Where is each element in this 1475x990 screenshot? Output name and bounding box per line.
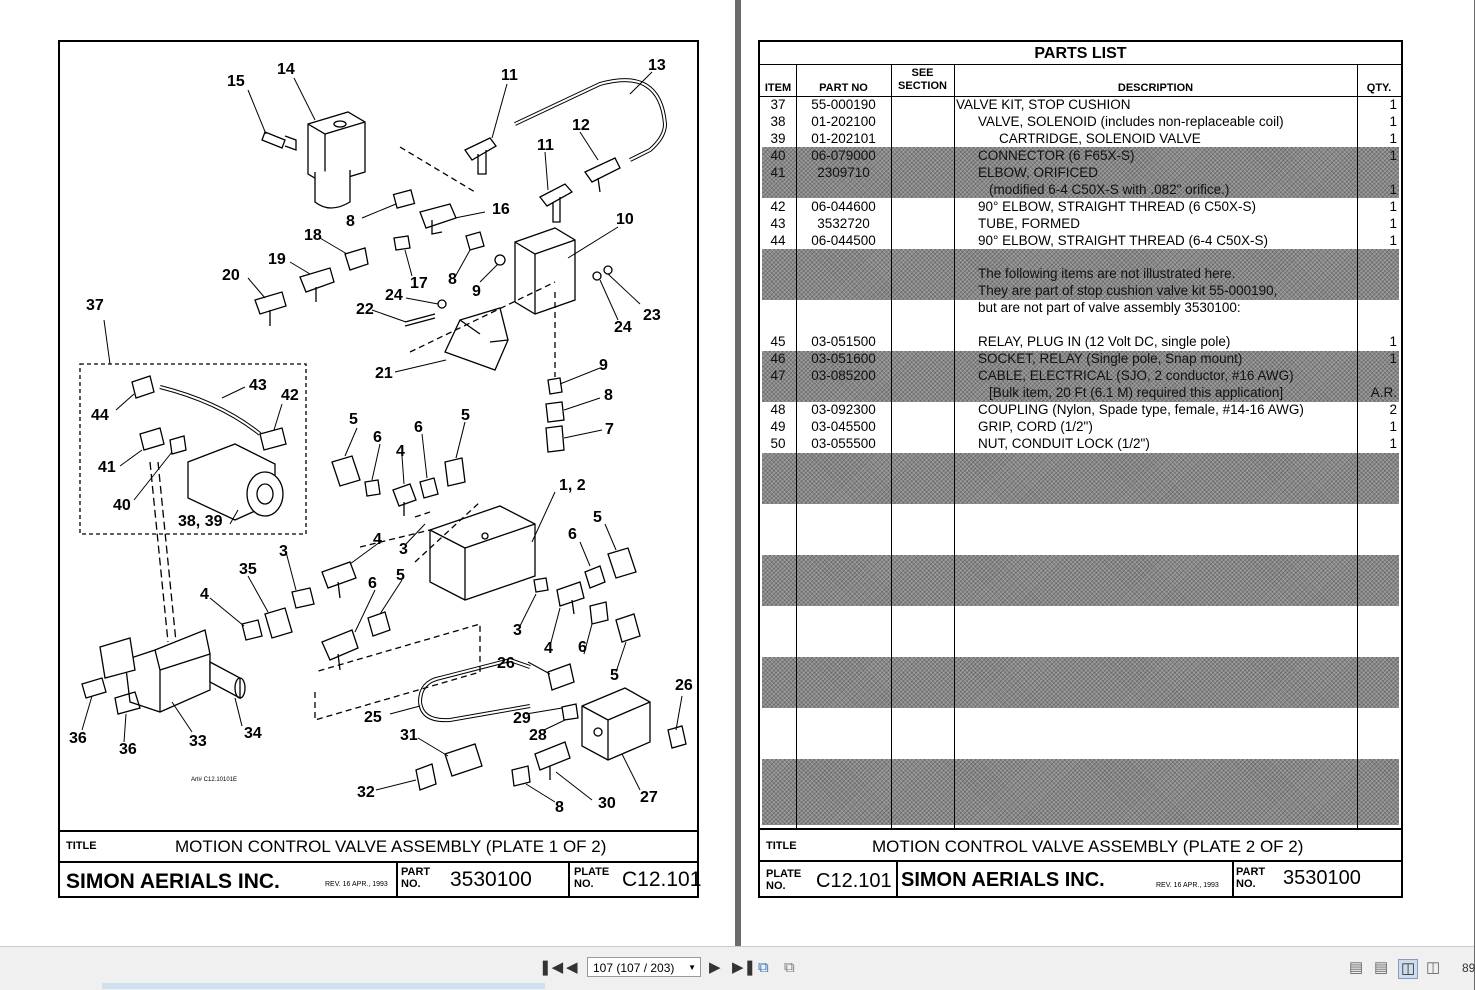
parts-list-table: [760, 40, 1401, 828]
cell-desc: VALVE, SOLENOID (includes non-replaceable coil): [978, 114, 1284, 129]
fit-width-icon[interactable]: ⧉: [784, 959, 795, 976]
callout-label: 26: [675, 677, 693, 694]
first-page-icon[interactable]: ❚◀: [539, 959, 564, 976]
callout-label: 42: [281, 387, 299, 404]
callout-label: 41: [98, 459, 116, 476]
cell-item: 50: [770, 436, 786, 451]
cell-desc: The following items are not illustrated here.: [978, 266, 1236, 281]
cell-part: 03-092300: [811, 402, 876, 417]
shaded-band: [762, 759, 1399, 825]
callout-label: 15: [227, 73, 245, 90]
title-rule: [760, 64, 1401, 65]
drawing-title: MOTION CONTROL VALVE ASSEMBLY (PLATE 1 OF 2): [175, 837, 607, 856]
callout-label: 6: [414, 419, 423, 436]
callout-label: 43: [249, 377, 267, 394]
cell-item: 47: [770, 368, 786, 383]
callout-label: 5: [396, 567, 405, 584]
cell-item: 48: [770, 402, 786, 417]
cell-item: 37: [770, 97, 786, 112]
callout-label: 37: [86, 297, 104, 314]
callout-label: 9: [599, 357, 608, 374]
horizontal-scrollbar[interactable]: [102, 983, 545, 989]
callout-label: 6: [568, 526, 577, 543]
divider: [568, 863, 570, 896]
last-page-icon[interactable]: ▶❚: [732, 959, 757, 976]
callout-label: 36: [119, 741, 137, 758]
plate-label: PLATE NO.: [766, 868, 802, 892]
callout-label: 3: [399, 541, 408, 558]
callout-label: 5: [461, 407, 470, 424]
callout-label: 18: [304, 227, 322, 244]
cell-item: 38: [770, 114, 786, 129]
title-label: TITLE: [766, 840, 797, 852]
callout-label: 44: [91, 407, 109, 424]
header-qty: QTY.: [1366, 82, 1392, 94]
divider: [896, 862, 898, 896]
callout-label: 29: [513, 710, 531, 727]
callout-label: 19: [268, 251, 286, 268]
zoom-level[interactable]: 89: [1462, 961, 1475, 975]
company-name: SIMON AERIALS INC.: [901, 869, 1105, 891]
callout-label: 1, 2: [559, 477, 586, 494]
title-label: TITLE: [66, 840, 97, 852]
callout-label: 33: [189, 733, 207, 750]
cell-desc: 90° ELBOW, STRAIGHT THREAD (6 C50X-S): [978, 199, 1256, 214]
cell-item: 43: [770, 216, 786, 231]
cell-part: 03-085200: [811, 368, 876, 383]
callout-label: 6: [373, 429, 382, 446]
title-block: [760, 828, 1401, 861]
drawing-title: MOTION CONTROL VALVE ASSEMBLY (PLATE 2 OF 2): [872, 837, 1304, 856]
chevron-down-icon: ▼: [688, 963, 696, 972]
part-number: 3530100: [1283, 867, 1361, 889]
revision-date: REV. 16 APR., 1993: [1156, 882, 1219, 889]
callout-label: 9: [472, 283, 481, 300]
cell-item: 45: [770, 334, 786, 349]
cell-qty: 1: [1389, 436, 1397, 451]
cell-qty: 1: [1389, 419, 1397, 434]
part-number: 3530100: [450, 868, 532, 891]
callout-label: 32: [357, 784, 375, 801]
page-indicator: 107 (107 / 203): [593, 961, 675, 975]
callout-label: 4: [396, 443, 405, 460]
next-page-icon[interactable]: ▶: [709, 959, 721, 976]
cell-desc: SOCKET, RELAY (Single pole, Snap mount): [978, 351, 1243, 366]
plate-number: C12.101: [816, 870, 892, 892]
callout-label: 16: [492, 201, 510, 218]
two-page-continuous-icon[interactable]: ◫: [1426, 959, 1441, 976]
callout-label: 8: [555, 799, 564, 816]
callout-label: 4: [373, 531, 382, 548]
callout-label: 6: [368, 575, 377, 592]
cell-desc: CABLE, ELECTRICAL (SJO, 2 conductor, #16 AWG): [978, 368, 1294, 383]
callout-label: 14: [277, 61, 295, 78]
cell-item: 41: [770, 165, 786, 180]
cell-desc: RELAY, PLUG IN (12 Volt DC, single pole): [978, 334, 1231, 349]
cell-desc: VALVE KIT, STOP CUSHION: [956, 97, 1131, 112]
callout-label: 27: [640, 789, 658, 806]
cell-qty: 1: [1389, 351, 1397, 366]
cell-part: 06-079000: [811, 148, 876, 163]
callout-label: 38, 39: [178, 513, 223, 530]
callout-label: 31: [400, 727, 418, 744]
callout-label: 24: [385, 287, 403, 304]
callout-label: 22: [356, 301, 374, 318]
header-item: ITEM: [764, 82, 792, 94]
info-block: [760, 860, 1401, 896]
callout-label: 34: [244, 725, 262, 742]
cell-item: 39: [770, 131, 786, 146]
cell-desc: NUT, CONDUIT LOCK (1/2"): [978, 436, 1150, 451]
cell-part: 3532720: [817, 216, 870, 231]
company-name: SIMON AERIALS INC.: [66, 870, 280, 893]
cell-item: 42: [770, 199, 786, 214]
single-page-icon[interactable]: ▤: [1349, 959, 1364, 976]
callout-label: 5: [349, 411, 358, 428]
part-label: PART NO.: [401, 866, 431, 890]
cell-qty: 1: [1389, 148, 1397, 163]
header-description: DESCRIPTION: [1117, 82, 1194, 94]
callout-label: 10: [616, 211, 634, 228]
cell-desc: COUPLING (Nylon, Spade type, female, #14-16 AWG): [978, 402, 1304, 417]
column-divider: [891, 64, 892, 828]
cell-desc: [Bulk item, 20 Ft (6.1 M) required this application]: [989, 385, 1284, 400]
callout-label: 17: [410, 275, 428, 292]
part-label: PART NO.: [1236, 866, 1266, 890]
divider: [396, 863, 398, 896]
cell-part: 03-045500: [811, 419, 876, 434]
cell-part: 2309710: [817, 165, 870, 180]
parts-list-title: PARTS LIST: [1034, 45, 1127, 62]
callout-label: 7: [605, 421, 614, 438]
cell-desc: They are part of stop cushion valve kit 55-000190,: [978, 283, 1278, 298]
cell-desc: CONNECTOR (6 F65X-S): [978, 148, 1135, 163]
header-part-no: PART NO: [819, 82, 868, 94]
callout-label: 8: [346, 213, 355, 230]
info-block: [60, 861, 702, 896]
callout-label: 8: [448, 271, 457, 288]
callout-label: 21: [375, 365, 393, 382]
cell-item: 40: [770, 148, 786, 163]
cell-part: 03-055500: [811, 436, 876, 451]
shaded-band: [762, 555, 1399, 606]
callout-label: 35: [239, 561, 257, 578]
cell-qty: 1: [1389, 131, 1397, 146]
cell-part: 55-000190: [811, 97, 876, 112]
callout-label: 26: [497, 655, 515, 672]
shaded-band: [762, 453, 1399, 504]
cell-qty: 2: [1389, 402, 1397, 417]
callout-label: 6: [578, 639, 587, 656]
callout-label: 23: [643, 307, 661, 324]
callout-label: 36: [69, 730, 87, 747]
prev-page-icon[interactable]: ◀: [566, 959, 578, 976]
left-page: [0, 0, 735, 946]
cell-part: 06-044600: [811, 199, 876, 214]
callout-label: 5: [610, 667, 619, 684]
cell-qty: 1: [1389, 114, 1397, 129]
right-page: [741, 0, 1474, 946]
plate-number: C12.101: [622, 868, 702, 891]
two-page-icon[interactable]: ◫: [1398, 959, 1418, 979]
continuous-icon[interactable]: ▤: [1374, 959, 1389, 976]
divider: [1232, 862, 1234, 896]
cell-part: 03-051500: [811, 334, 876, 349]
fit-page-icon[interactable]: ⧉: [758, 959, 769, 976]
cell-qty: 1: [1389, 216, 1397, 231]
callout-label: 8: [604, 387, 613, 404]
callout-label: 40: [113, 497, 131, 514]
cell-item: 46: [770, 351, 786, 366]
cell-desc: but are not part of valve assembly 3530100:: [978, 300, 1241, 315]
cell-part: 01-202100: [811, 114, 876, 129]
cell-desc: CARTRIDGE, SOLENOID VALVE: [999, 131, 1201, 146]
cell-qty: 1: [1389, 97, 1397, 112]
callout-label: 20: [222, 267, 240, 284]
cell-qty: A.R.: [1370, 385, 1397, 400]
callout-label: 4: [544, 640, 553, 657]
cell-desc: ELBOW, ORIFICED: [978, 165, 1099, 180]
cell-part: 03-051600: [811, 351, 876, 366]
cell-part: 06-044500: [811, 233, 876, 248]
cell-qty: 1: [1389, 334, 1397, 349]
plate-label: PLATE NO.: [574, 866, 610, 890]
callout-label: 3: [279, 543, 288, 560]
cell-part: 01-202101: [811, 131, 876, 146]
header-see-section: SEE SECTION: [898, 67, 947, 92]
cell-item: 49: [770, 419, 786, 434]
page-number-select[interactable]: [587, 957, 701, 977]
callout-label: 24: [614, 319, 632, 336]
callout-label: 30: [598, 795, 616, 812]
callout-label: 12: [572, 117, 590, 134]
cell-desc: TUBE, FORMED: [978, 216, 1081, 231]
callout-label: 25: [364, 709, 382, 726]
cell-qty: 1: [1389, 199, 1397, 214]
callout-label: 11: [501, 67, 518, 84]
revision-date: REV. 16 APR., 1993: [325, 881, 388, 888]
shaded-band: [762, 657, 1399, 708]
callout-label: 4: [200, 586, 209, 603]
column-divider: [954, 64, 955, 828]
callout-label: 3: [513, 622, 522, 639]
cell-desc: (modified 6-4 C50X-S with .082" orifice.): [989, 182, 1230, 197]
callout-label: 5: [593, 509, 602, 526]
cell-desc: 90° ELBOW, STRAIGHT THREAD (6-4 C50X-S): [978, 233, 1268, 248]
cell-qty: 1: [1389, 233, 1397, 248]
cell-desc: GRIP, CORD (1/2"): [978, 419, 1093, 434]
cell-item: 44: [770, 233, 786, 248]
cell-qty: 1: [1389, 182, 1397, 197]
callout-label: 13: [648, 57, 666, 74]
art-id: Art# C12.10101E: [191, 777, 238, 783]
title-block: [60, 830, 697, 863]
callout-label: 28: [529, 727, 547, 744]
callout-label: 11: [537, 137, 554, 154]
